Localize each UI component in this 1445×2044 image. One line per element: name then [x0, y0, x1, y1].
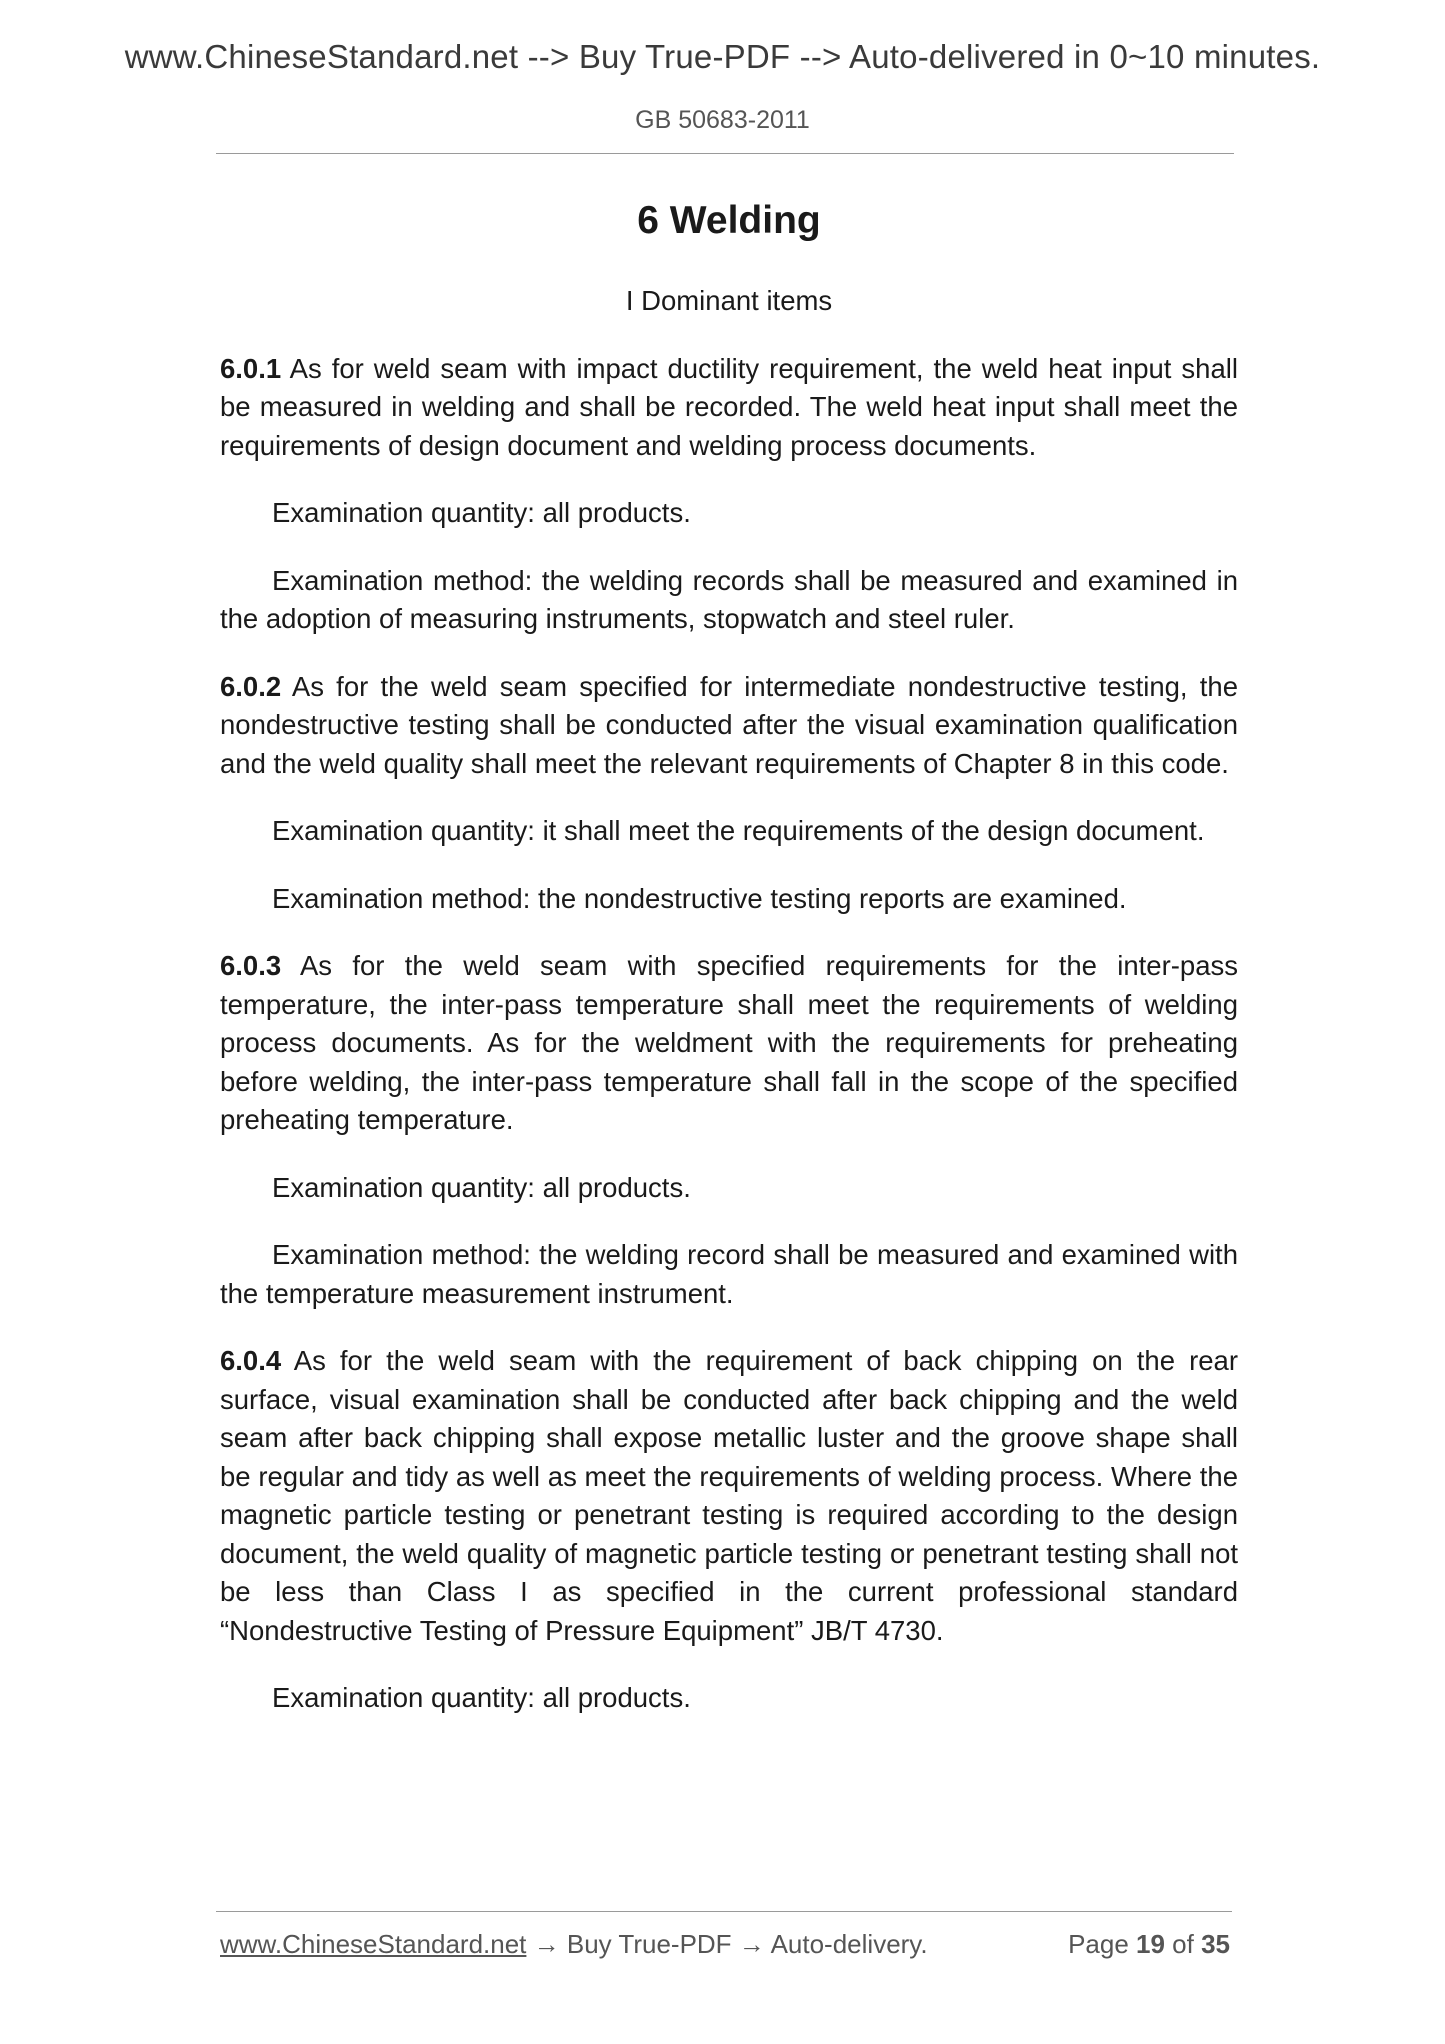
- total-pages: 35: [1201, 1929, 1230, 1959]
- clause-text: As for the weld seam with specified requirements for the inter-pass temperature, the inter-pass temperature shall meet the requirements of welding process documents. As for the weldment with the requirements for preheating before welding, the inter-pass temperature shall fall in the scope of the specified preheating temperature.: [220, 950, 1238, 1135]
- clause-6-0-3-method: Examination method: the welding record shall be measured and examined with the temperature measurement instrument.: [220, 1239, 1238, 1309]
- clause-6-0-3-quantity: Examination quantity: all products.: [272, 1171, 691, 1203]
- clause-number: 6.0.3: [220, 950, 282, 981]
- section-title: I Dominant items: [625, 285, 833, 316]
- clause-6-0-1-quantity: Examination quantity: all products.: [272, 497, 691, 528]
- footer-promo-text: → Buy True-PDF → Auto-delivery.: [526, 1929, 928, 1959]
- chapter-title: 6 Welding: [637, 199, 821, 242]
- clause-text: As for the weld seam specified for intermediate nondestructive testing, the nondestructive testing shall be conducted after the visual examination qualification and the weld quality shall meet the relevant requirements of Chapter 8 in this code.: [220, 670, 1238, 779]
- page-label: Page: [1068, 1929, 1137, 1959]
- clause-number: 6.0.4: [220, 1345, 282, 1376]
- clause-6-0-2-quantity: Examination quantity: it shall meet the requirements of the design document.: [272, 815, 1205, 846]
- clause-6-0-3: [220, 947, 1238, 1140]
- clause-text: As for the weld seam with the requirement of back chipping on the rear surface, visual examination shall be conducted after back chipping and the weld seam after back chipping shall expose metallic luster and the groove shape shall be regular and tidy as well as meet the requirements of welding process. Where the magnetic particle testing or penetrant testing is required according to the design document, the weld quality of magnetic particle testing or penetrant testing shall not be less than Class I as specified in the current professional standard “Nondestructive Testing of Pressure Equipment” JB/T 4730.: [220, 1345, 1238, 1646]
- clause-6-0-4: [220, 1342, 1238, 1650]
- page-number: 19: [1136, 1929, 1165, 1959]
- footer-site-link[interactable]: www.ChineseStandard.net: [220, 1929, 527, 1959]
- header-divider: [216, 153, 1234, 154]
- clause-6-0-4-quantity: Examination quantity: all products.: [272, 1682, 691, 1713]
- clause-6-0-1-method: Examination method: the welding records shall be measured and examined in the adoption of measuring instruments, stopwatch and steel ruler.: [220, 564, 1238, 634]
- clause-6-0-2: [220, 668, 1238, 784]
- clause-text: As for weld seam with impact ductility requirement, the weld heat input shall be measured in welding and shall be recorded. The weld heat input shall meet the requirements of design document and welding process documents.: [220, 352, 1238, 461]
- page-content: [220, 196, 1238, 1747]
- clause-6-0-2-method: Examination method: the nondestructive testing reports are examined.: [272, 882, 1127, 914]
- clause-number: 6.0.1: [220, 352, 282, 384]
- document-code: GB 50683-2011: [635, 106, 810, 134]
- page-indicator: [1068, 1929, 1230, 1960]
- footer-promo: [220, 1929, 928, 1960]
- of-label: of: [1164, 1929, 1202, 1959]
- clause-number: 6.0.2: [220, 670, 282, 702]
- top-banner: www.ChineseStandard.net --> Buy True-PDF --> Auto-delivered in 0~10 minutes.: [124, 38, 1321, 75]
- footer-divider: [216, 1911, 1232, 1912]
- clause-6-0-1: [220, 350, 1238, 466]
